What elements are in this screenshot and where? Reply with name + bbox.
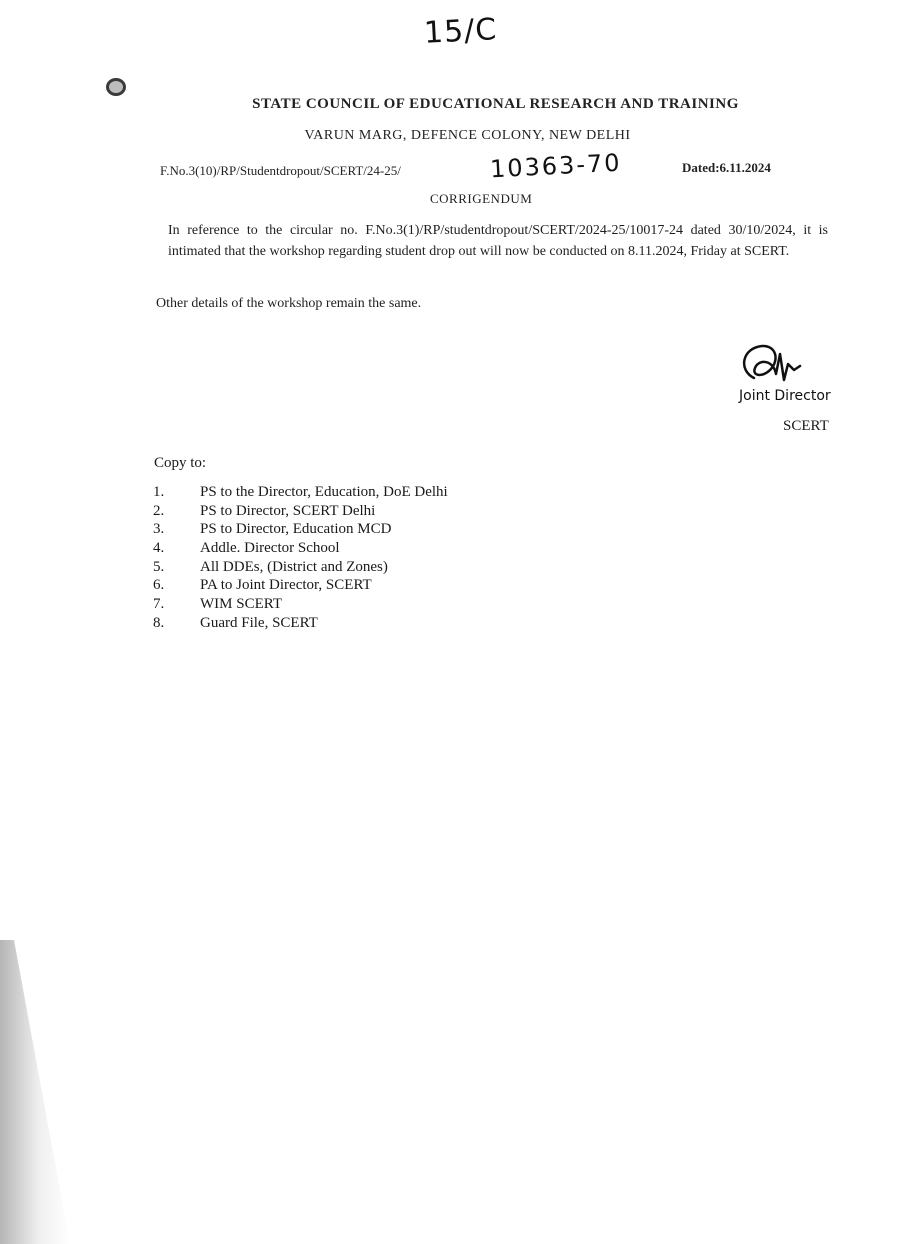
scan-shadow-edge [0, 940, 70, 1244]
copy-to-label: Copy to: [154, 455, 207, 471]
punch-hole [106, 78, 126, 96]
copy-to-item: 2. PS to Director, SCERT Delhi [153, 502, 376, 519]
copy-to-item: 4. Addle. Director School [153, 540, 340, 557]
signatory-organization: SCERT [783, 418, 829, 434]
copy-to-item: 8. Guard File, SCERT [153, 614, 318, 631]
signatory-designation: Joint Director [739, 388, 831, 404]
handwritten-dispatch-number: 10363-70 [489, 148, 623, 184]
other-details-line: Other details of the workshop remain the same. [156, 296, 422, 311]
copy-to-item: 6. PA to Joint Director, SCERT [153, 577, 372, 594]
date-line: Dated:6.11.2024 [682, 160, 771, 175]
body-paragraph: In reference to the circular no. F.No.3(1)/RP/studentdropout/SCERT/2024-25/10017-24 dated 30/10/2024, it is intimated that the workshop regarding student drop out will now be conducted on 8.11.2024, Friday at SCERT. [168, 223, 828, 259]
handwritten-page-mark: 15/C [423, 12, 499, 51]
document-title: CORRIGENDUM [430, 191, 533, 206]
copy-to-item: 5. All DDEs, (District and Zones) [153, 558, 388, 575]
organization-name: STATE COUNCIL OF EDUCATIONAL RESEARCH AND TRAINING [252, 96, 739, 112]
copy-to-item: 1. PS to the Director, Education, DoE Delhi [153, 484, 448, 500]
copy-to-list [153, 483, 448, 633]
file-number: F.No.3(10)/RP/Studentdropout/SCERT/24-25/ [160, 163, 401, 178]
organization-address: VARUN MARG, DEFENCE COLONY, NEW DELHI [304, 128, 631, 143]
copy-to-item: 7. WIM SCERT [153, 596, 283, 613]
copy-to-item: 3. PS to Director, Education MCD [153, 521, 392, 538]
